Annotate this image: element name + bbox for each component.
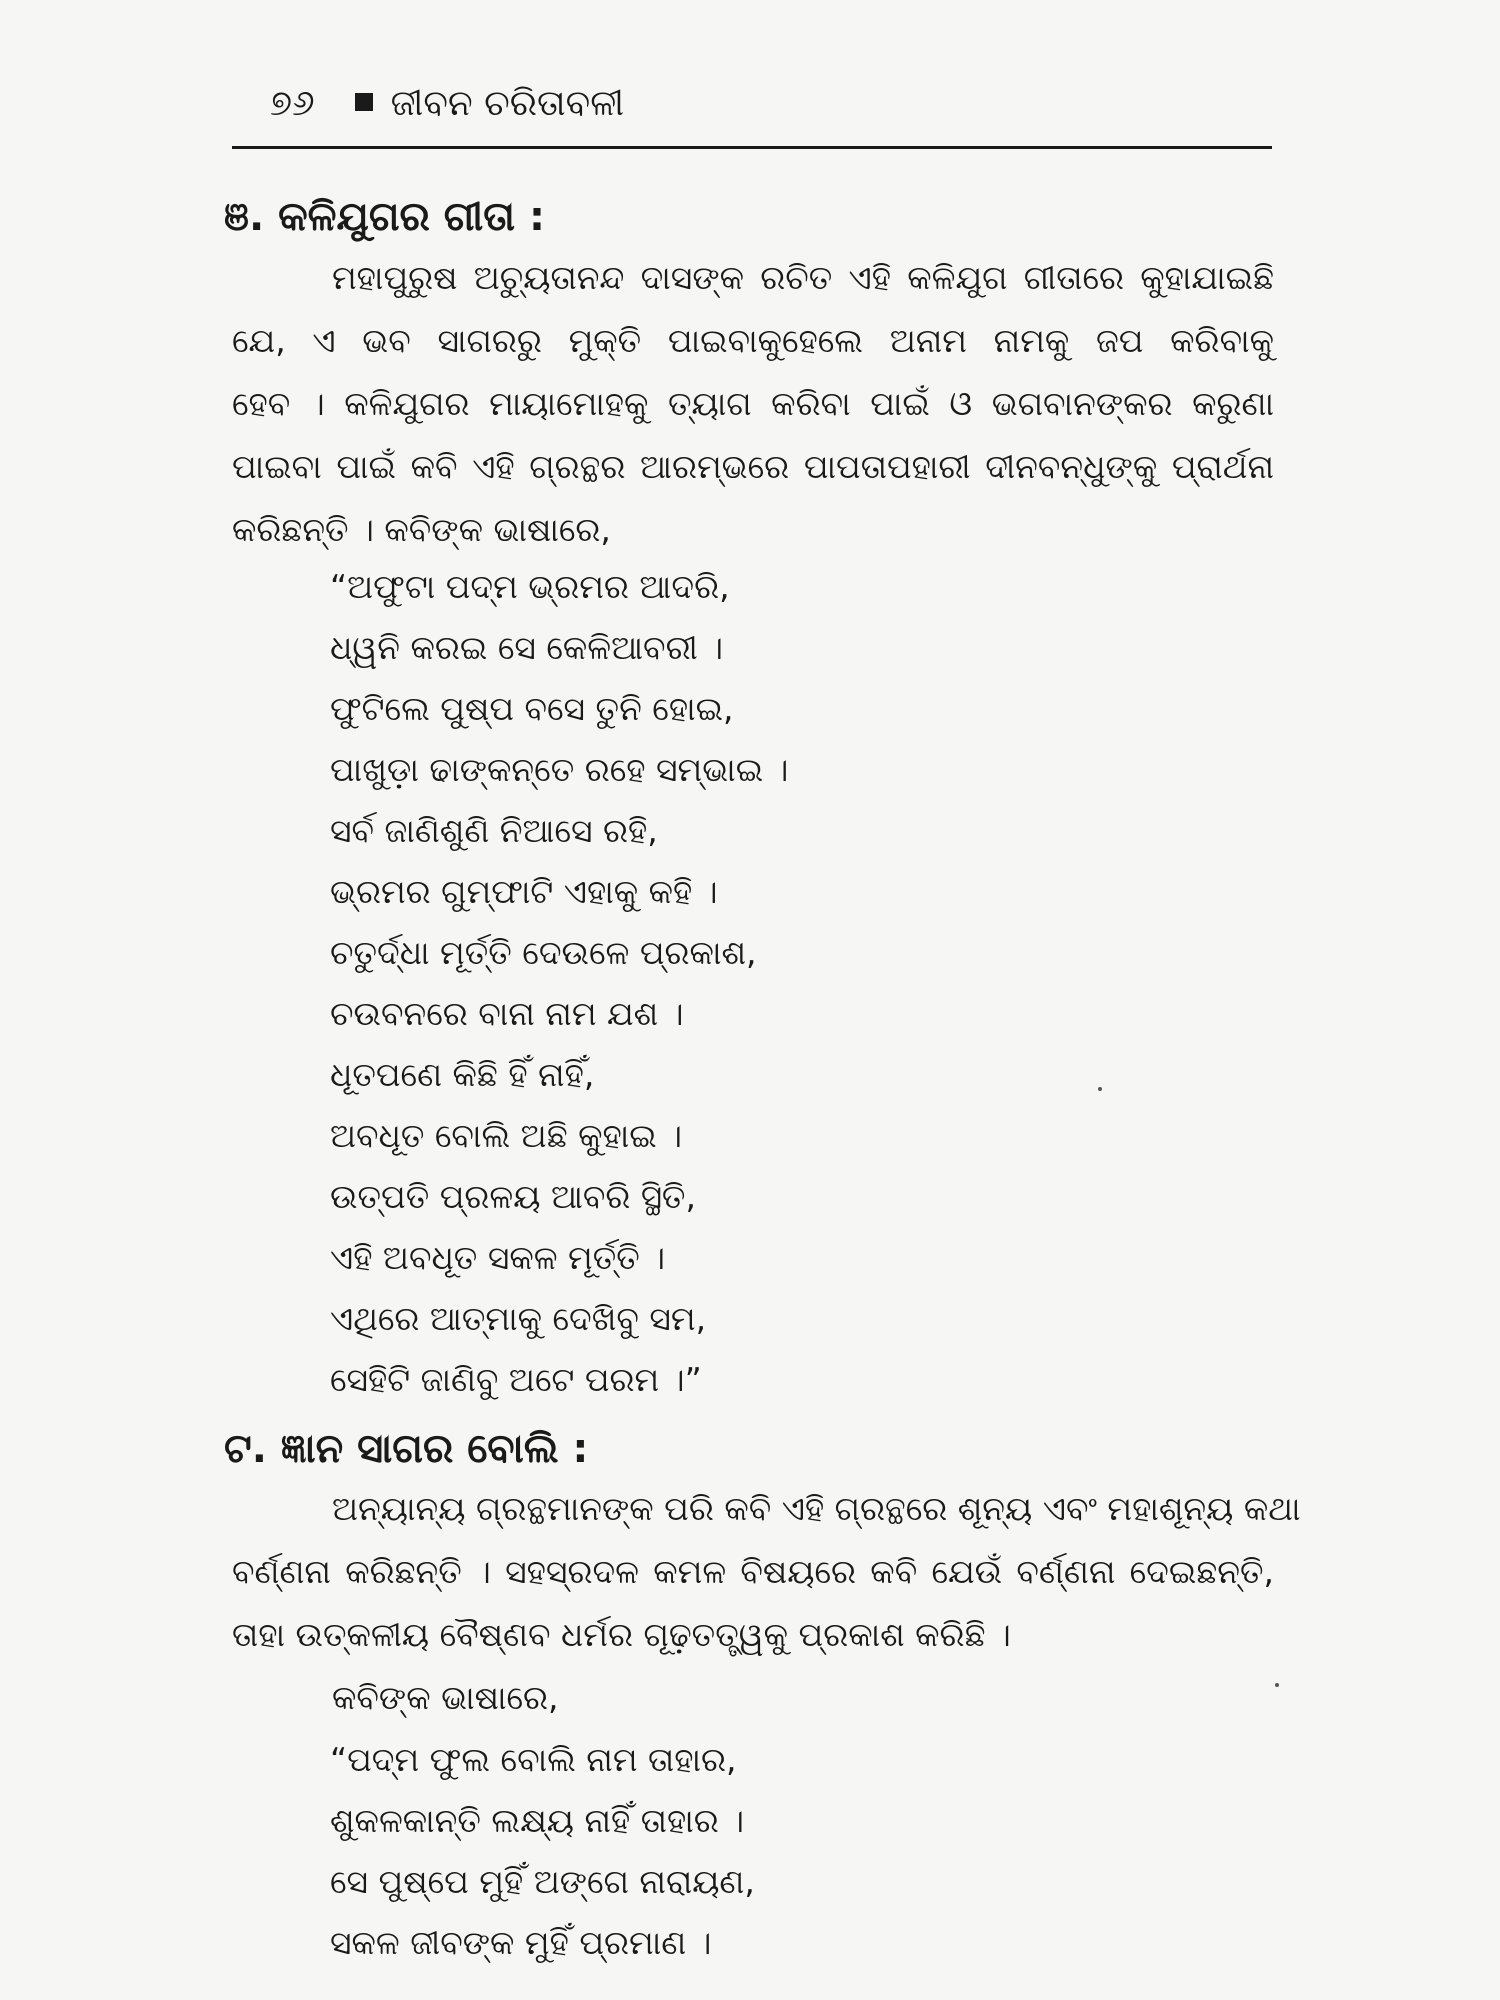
verse-line: ସର୍ବ ଜାଣିଶୁଣି ନିଆସେ ରହି,: [330, 811, 658, 850]
paragraph-line: ହେବ । କଳିଯୁଗର ମାୟାମୋହକୁ ତ୍ୟାଗ କରିବା ପାଇଁ ଓ ଭଗବାନଙ୍କର କରୁଣା: [232, 384, 1274, 423]
verse-line: ଭ୍ରମର ଗୁମ୍ଫାଟି ଏହାକୁ କହି ।: [330, 872, 718, 911]
verse-line: ପାଖୁଡ଼ା ଢାଙ୍କନ୍ତେ ରହେ ସମ୍ଭାଇ ।: [330, 750, 789, 789]
paragraph-line: ବର୍ଣ୍ଣନା କରିଛନ୍ତି । ସହସ୍ରଦଳ କମଳ ବିଷୟରେ କବି ଯେଉଁ ବର୍ଣ୍ଣନା ଦେଇଛନ୍ତି,: [232, 1552, 1274, 1591]
verse-line: ସକଳ ଜୀବଙ୍କ ମୁହିଁ ପ୍ରମାଣ ।: [330, 1923, 712, 1962]
page-header: [270, 78, 624, 130]
section-heading-jnana-sagara: ଟ. ଜ୍ଞାନ ସାଗର ବୋଲି :: [224, 1426, 589, 1472]
print-speck: [1275, 1683, 1279, 1687]
page-number: ୭୬: [270, 83, 315, 124]
book-title: ଜୀବନ ଚରିତାବଳୀ: [390, 83, 625, 124]
verse-line: ଏଥିରେ ଆତ୍ମାକୁ ଦେଖିବୁ ସମ,: [330, 1299, 707, 1338]
paragraph-line: ତାହା ଉତ୍କଳୀୟ ବୈଷ୍ଣବ ଧର୍ମର ଗୂଢ଼ତତ୍ତ୍ୱକୁ ପ୍ରକାଶ କରିଛି ।: [232, 1615, 1011, 1654]
section-heading-kaliyuga-gita: ଞ. କଳିଯୁଗର ଗୀତା :: [224, 194, 545, 240]
verse-line: ଉତ୍ପତି ପ୍ରଳୟ ଆବରି ସ୍ଥିତି,: [330, 1177, 696, 1216]
paragraph-line: କରିଛନ୍ତି । କବିଙ୍କ ଭାଷାରେ,: [232, 510, 611, 549]
paragraph-line: ଅନ୍ୟାନ୍ୟ ଗ୍ରନ୍ଥମାନଙ୍କ ପରି କବି ଏହି ଗ୍ରନ୍ଥରେ ଶୂନ୍ୟ ଏବଂ ମହାଶୂନ୍ୟ କଥା: [332, 1489, 1301, 1528]
verse-line: ଶୁକଳକାନ୍ତି ଲକ୍ଷ୍ୟ ନାହିଁ ତାହାର ।: [330, 1801, 745, 1840]
section2-verse: [330, 1729, 755, 1973]
section1-paragraph: [232, 246, 1274, 561]
paragraph-line: ମହାପୁରୁଷ ଅଚ୍ୟୁତାନନ୍ଦ ଦାସଙ୍କ ରଚିତ ଏହି କଳିଯୁଗ ଗୀତାରେ କୁହାଯାଇଛି: [332, 258, 1274, 297]
paragraph-line: ପାଇବା ପାଇଁ କବି ଏହି ଗ୍ରନ୍ଥର ଆରମ୍ଭରେ ପାପତାପହାରୀ ଦୀନବନ୍ଧୁଙ୍କୁ ପ୍ରାର୍ଥନା: [232, 447, 1274, 486]
verse-line: ଧୂତପଣେ କିଛି ହିଁ ନାହିଁ,: [330, 1055, 595, 1094]
verse-line: ଏହି ଅବଧୂତ ସକଳ ମୂର୍ତ୍ତି ।: [330, 1238, 666, 1277]
verse-line: ଫୁଟିଲେ ପୁଷ୍ପ ବସେ ତୁନି ହୋଇ,: [330, 689, 734, 728]
square-bullet-icon: [355, 93, 373, 111]
paragraph-line: ଯେ, ଏ ଭବ ସାଗରରୁ ମୁକ୍ତି ପାଇବାକୁହେଲେ ଅନାମ ନାମକୁ ଜପ କରିବାକୁ: [232, 321, 1274, 360]
verse-line: ଧ୍ୱନି କରଇ ସେ କେଳିଆବରୀ ।: [330, 628, 724, 667]
verse-line: ସେହିଟି ଜାଣିବୁ ଅଟେ ପରମ ।”: [330, 1360, 702, 1399]
header-rule: [232, 146, 1272, 149]
section1-verse: [330, 556, 789, 1410]
verse-intro: କବିଙ୍କ ଭାଷାରେ,: [332, 1678, 559, 1717]
verse-line: ଅବଧୂତ ବୋଲି ଅଛି କୁହାଇ ।: [330, 1116, 683, 1155]
verse-line: “ଅଫୁଟା ପଦ୍ମ ଭ୍ରମର ଆଦରି,: [330, 567, 730, 606]
verse-line: “ପଦ୍ମ ଫୁଲ ବୋଲି ନାମ ତାହାର,: [330, 1740, 737, 1779]
section2-paragraph: [232, 1477, 1301, 1729]
print-speck: [1098, 1087, 1102, 1091]
verse-line: ଚଉବନରେ ବାନା ନାମ ଯଶ ।: [330, 994, 684, 1033]
verse-line: ସେ ପୁଷ୍ପେ ମୁହିଁ ଅଙ୍ଗେ ନାରାୟଣ,: [330, 1862, 755, 1901]
verse-line: ଚତୁର୍ଦ୍ଧା ମୂର୍ତ୍ତି ଦେଉଳେ ପ୍ରକାଶ,: [330, 933, 757, 972]
